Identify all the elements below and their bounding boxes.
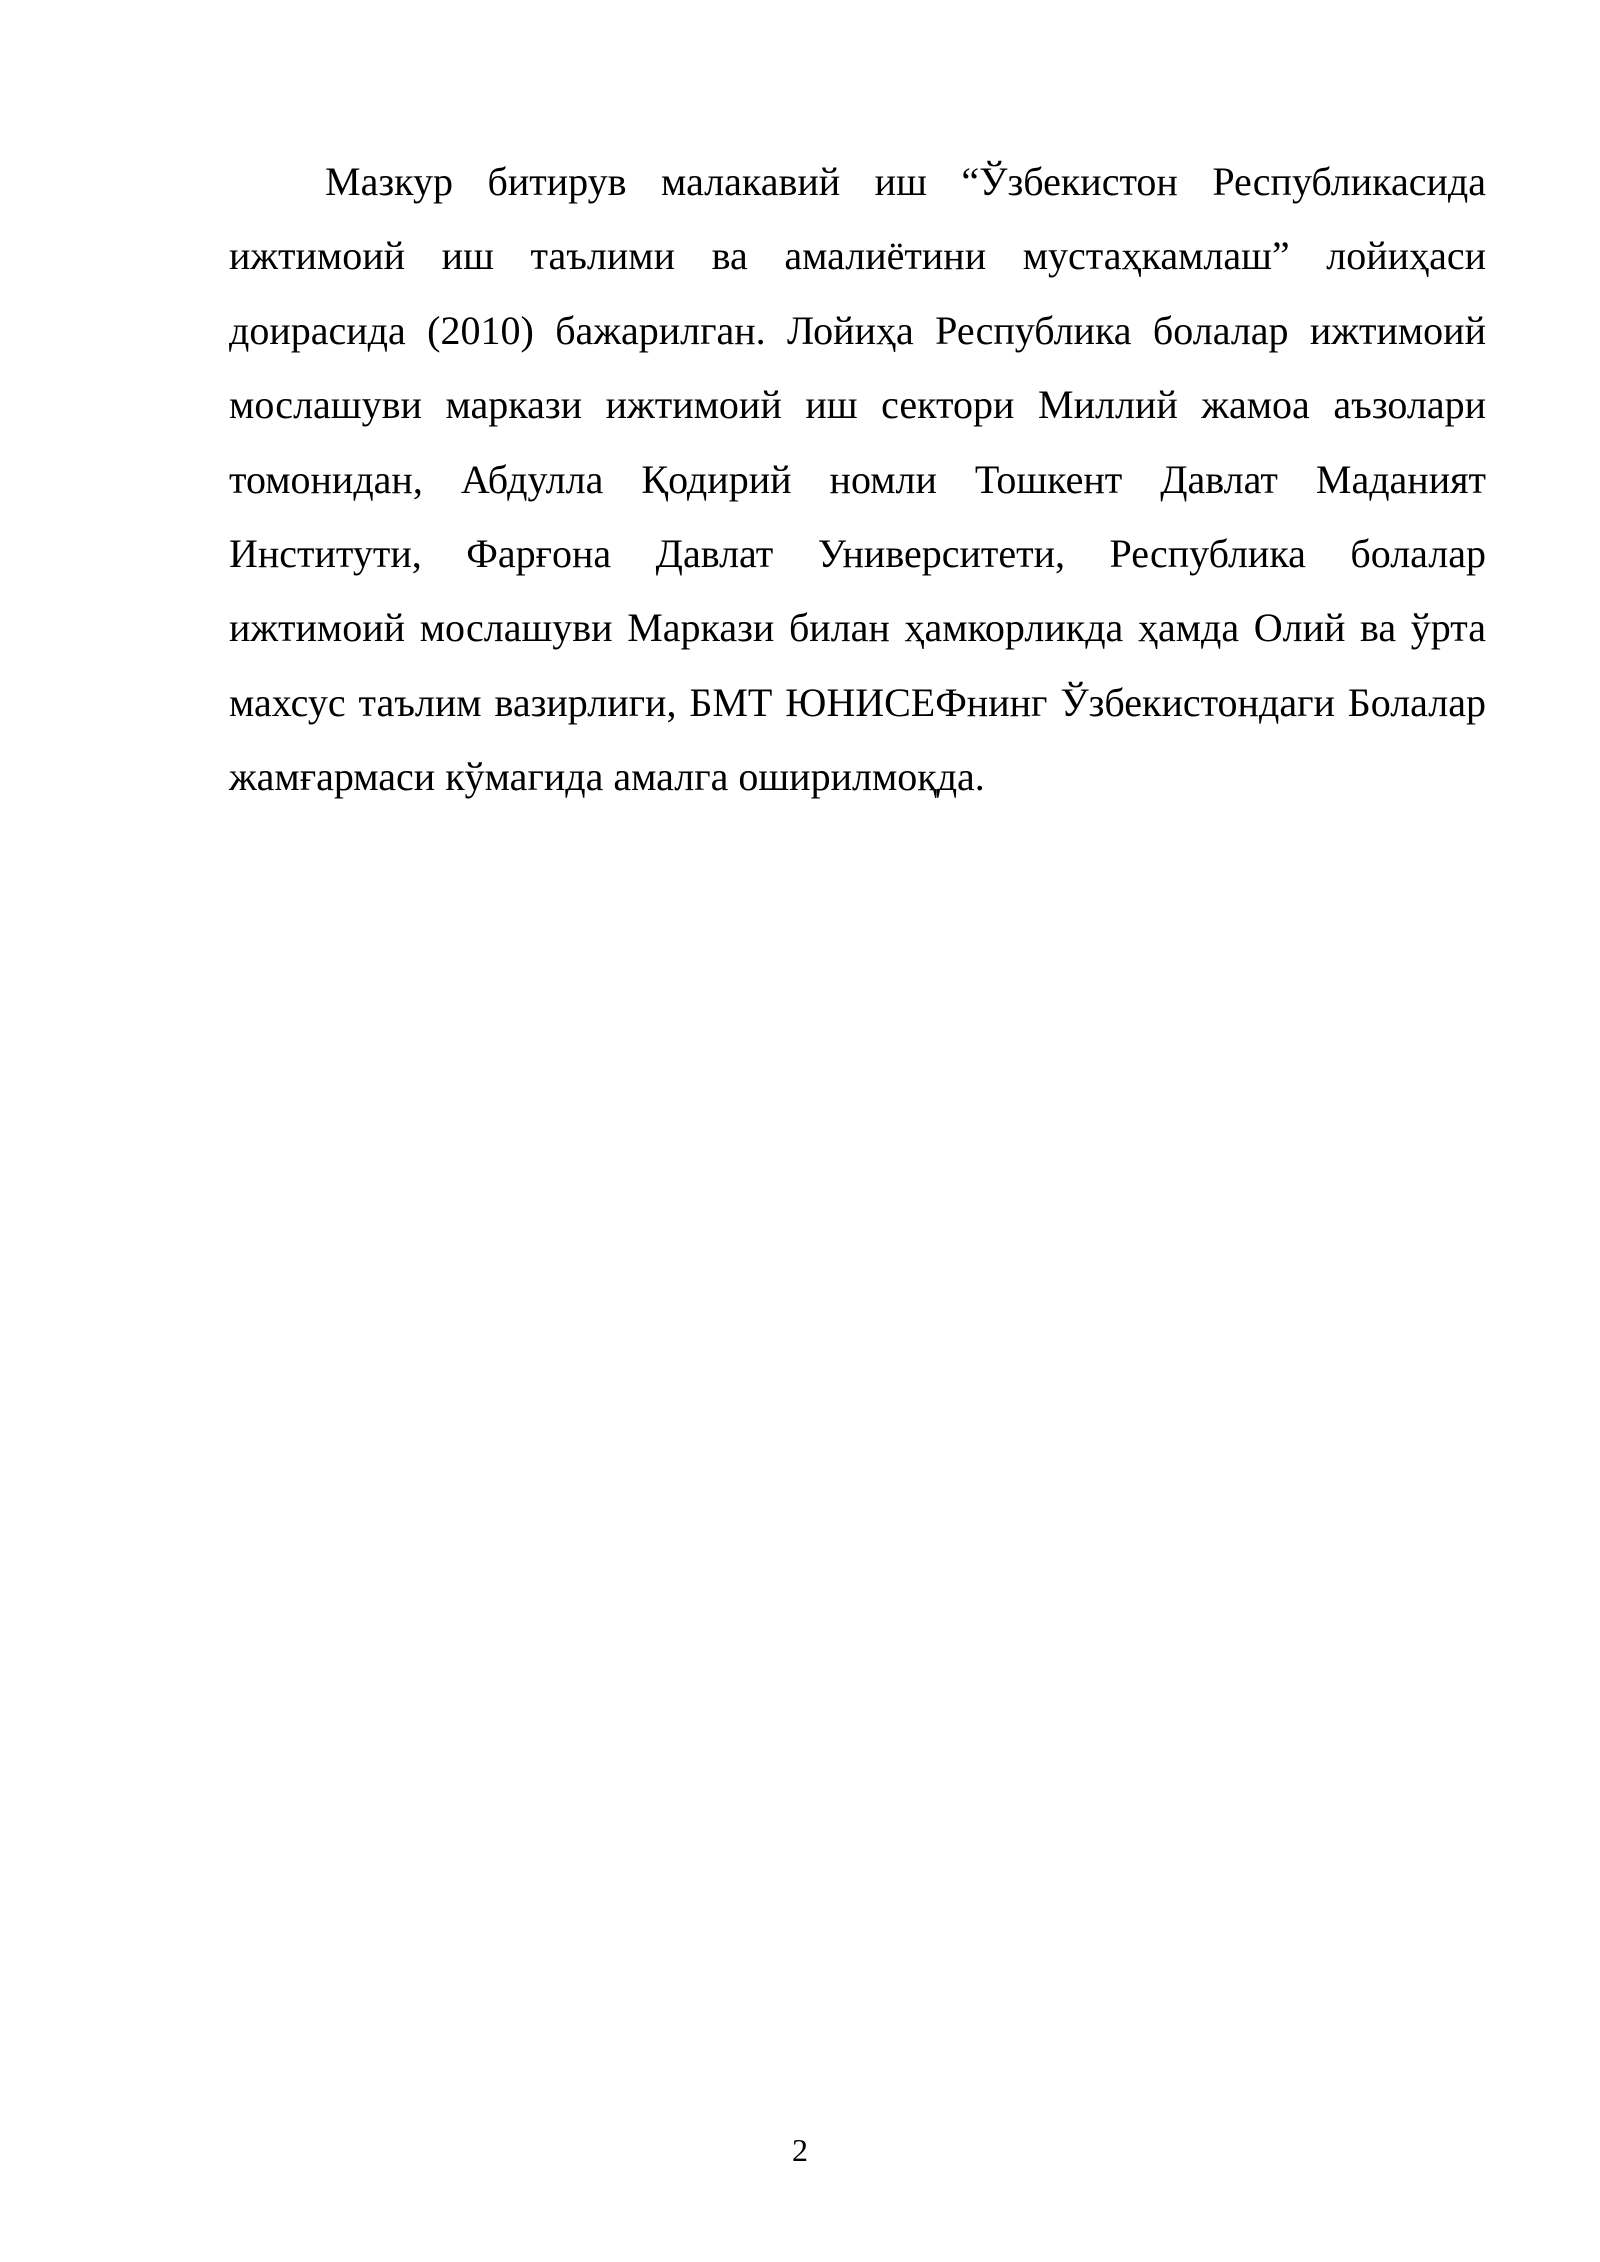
body-paragraph: Мазкур битирув малакавий иш “Ўзбекистон Республикасида ижтимоий иш таълими ва амалиётини мустаҳкамлаш” лойиҳаси доирасида (2010) бажарилган. Лойиҳа Республика болалар ижтимоий мослашуви маркази ижтимоий иш сектори Миллий жамоа аъзолари томонидан, Абдулла Қодирий номли Тошкент Давлат Маданият Институти, Фарғона Давлат Университети, Республика болалар ижтимоий мослашуви Маркази билан ҳамкорликда ҳамда Олий ва ўрта махсус таълим вазирлиги, БМТ ЮНИСЕФнинг Ўзбекистондаги Болалар жамғармаси кўмагида амалга оширилмоқда. <box>229 159 1486 800</box>
page-number: 2 <box>792 2132 808 2168</box>
